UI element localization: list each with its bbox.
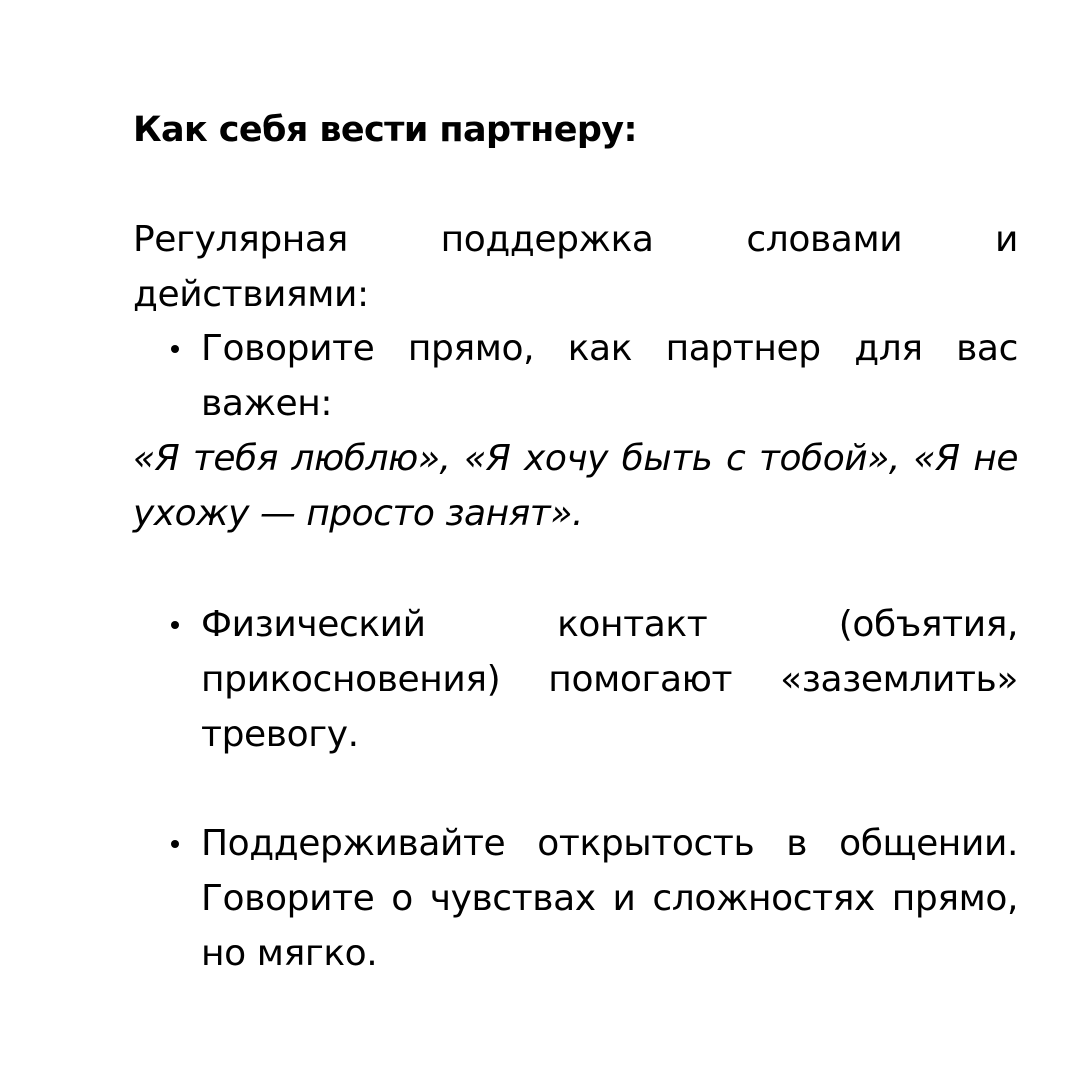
- example-quote: «Я тебя люблю», «Я хочу быть с тобой», «Я не ухожу — просто занят».: [133, 438, 1018, 534]
- slide-content: [133, 0, 1018, 1080]
- bullet-item-open-communication: [133, 816, 1018, 981]
- slide-heading: Как себя вести партнеру:: [133, 110, 637, 150]
- bullet-dot-icon: [171, 840, 179, 848]
- intro-paragraph: Регулярная поддержка словами и действиями:: [133, 219, 1018, 315]
- bullet-text: Говорите прямо, как партнер для вас важен:: [201, 328, 1018, 424]
- bullet-item-speak-directly: [133, 321, 1018, 431]
- bullet-dot-icon: [171, 621, 179, 629]
- bullet-text: Физический контакт (объятия, прикосновения) помогают «заземлить» тревогу.: [201, 604, 1018, 755]
- bullet-item-physical-contact: [133, 597, 1018, 762]
- bullet-dot-icon: [171, 345, 179, 353]
- bullet-text: Поддерживайте открытость в общении. Говорите о чувствах и сложностях прямо, но мягко.: [201, 823, 1018, 974]
